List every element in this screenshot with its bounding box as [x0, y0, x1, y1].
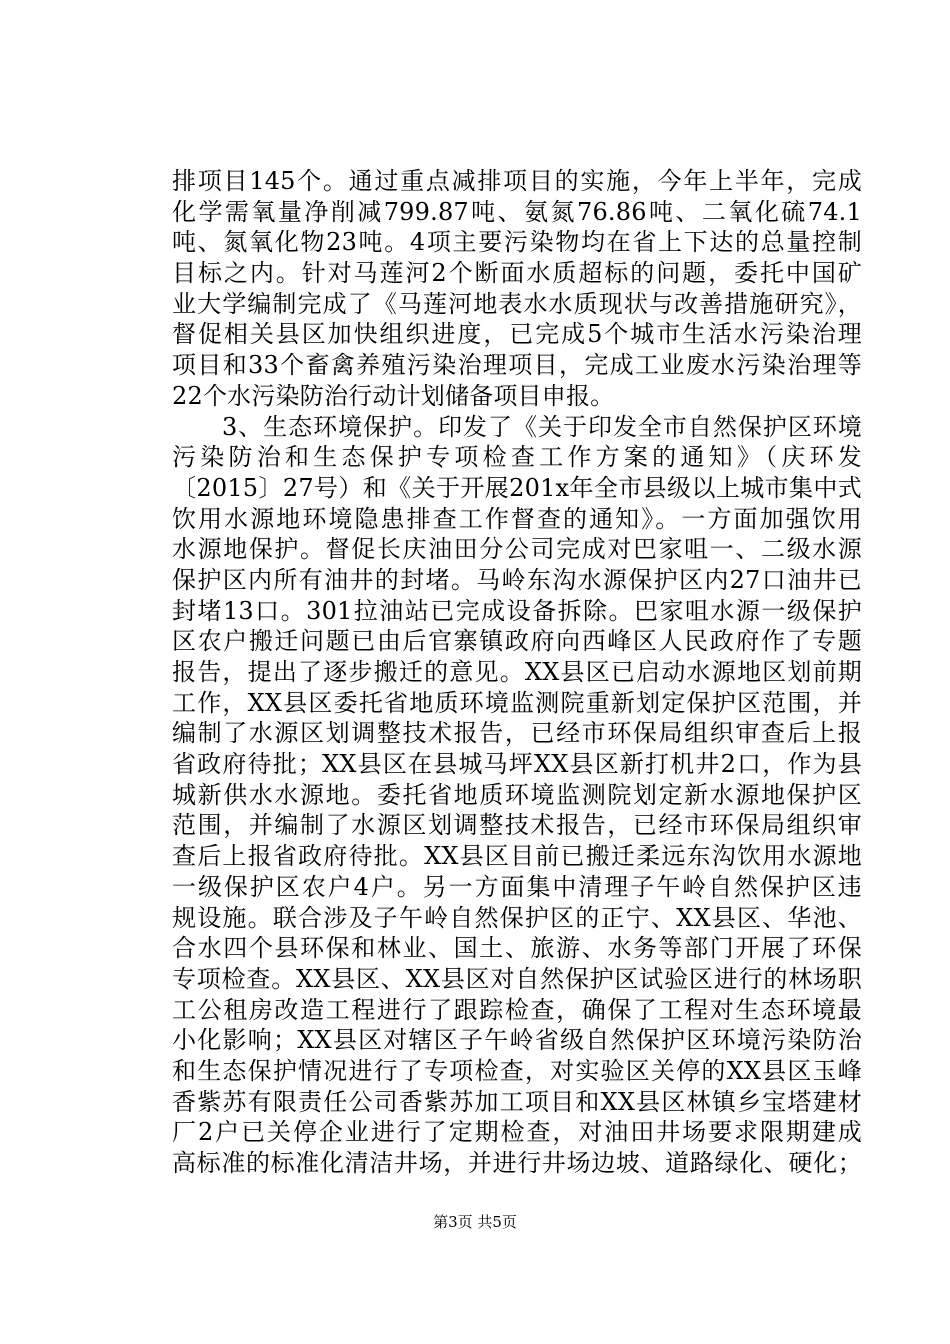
- text-line: 一级保护区农户4户。另一方面集中清理子午岭自然保护区违: [172, 872, 862, 901]
- document-body: [172, 166, 862, 1179]
- text-line: 3、生态环境保护。印发了《关于印发全市自然保护区环境: [172, 412, 862, 441]
- text-line: 吨、氮氧化物23吨。4项主要污染物均在省上下达的总量控制: [172, 228, 862, 257]
- text-line: 保护区内所有油井的封堵。马岭东沟水源保护区内27口油井已: [172, 565, 862, 594]
- text-line: 小化影响；XX县区对辖区子午岭省级自然保护区环境污染防治: [172, 1026, 862, 1055]
- text-line: 督促相关县区加快组织进度，已完成5个城市生活水污染治理: [172, 320, 862, 349]
- text-line: 区农户搬迁问题已由后官寨镇政府向西峰区人民政府作了专题: [172, 627, 862, 656]
- text-line: 工作，XX县区委托省地质环境监测院重新划定保护区范围，并: [172, 688, 862, 717]
- text-line: 封堵13口。301拉油站已完成设备拆除。巴家咀水源一级保护: [172, 596, 862, 625]
- text-line: 合水四个县环保和林业、国土、旅游、水务等部门开展了环保: [172, 934, 862, 963]
- text-line: 排项目145个。通过重点减排项目的实施，今年上半年，完成: [172, 167, 862, 195]
- text-line: 规设施。联合涉及子午岭自然保护区的正宁、XX县区、华池、: [172, 903, 862, 932]
- text-line: 编制了水源区划调整技术报告，已经市环保局组织审查后上报: [172, 719, 862, 748]
- text-line: 工公租房改造工程进行了跟踪检查，确保了工程对生态环境最: [172, 995, 862, 1024]
- page-number: 第3页 共5页: [433, 1213, 517, 1231]
- text-line: 化学需氧量净削减799.87吨、氨氮76.86吨、二氧化硫74.1: [172, 197, 862, 226]
- text-line: 香紫苏有限责任公司香紫苏加工项目和XX县区林镇乡宝塔建材: [172, 1087, 862, 1116]
- text-line: 水源地保护。督促长庆油田分公司完成对巴家咀一、二级水源: [172, 535, 862, 564]
- text-line: 污染防治和生态保护专项检查工作方案的通知》（庆环发: [172, 443, 862, 472]
- text-line: 查后上报省政府待批。XX县区目前已搬迁柔远东沟饮用水源地: [172, 842, 862, 871]
- page-footer: [0, 1212, 950, 1232]
- text-line: 项目和33个畜禽养殖污染治理项目，完成工业废水污染治理等: [172, 351, 862, 380]
- text-line: 省政府待批；XX县区在县城马坪XX县区新打机井2口，作为县: [172, 750, 862, 779]
- text-line: 〔2015〕27号）和《关于开展201x年全市县级以上城市集中式: [172, 473, 862, 502]
- text-line: 饮用水源地环境隐患排查工作督查的通知》。一方面加强饮用: [172, 504, 862, 533]
- text-line: 范围，并编制了水源区划调整技术报告，已经市环保局组织审: [172, 811, 862, 840]
- text-line: 报告，提出了逐步搬迁的意见。XX县区已启动水源地区划前期: [172, 658, 862, 686]
- text-line: 高标准的标准化清洁井场，并进行井场边坡、道路绿化、硬化；: [172, 1149, 862, 1177]
- text-line: 厂2户已关停企业进行了定期检查，对油田井场要求限期建成: [172, 1118, 862, 1147]
- text-line: 专项检查。XX县区、XX县区对自然保护区试验区进行的林场职: [172, 964, 862, 993]
- text-line: 城新供水水源地。委托省地质环境监测院划定新水源地保护区: [172, 780, 862, 809]
- text-line: 目标之内。针对马莲河2个断面水质超标的问题，委托中国矿: [172, 259, 862, 288]
- text-line: 和生态保护情况进行了专项检查，对实验区关停的XX县区玉峰: [172, 1056, 862, 1085]
- text-line: 22个水污染防治行动计划储备项目申报。: [172, 381, 615, 410]
- text-line: 业大学编制完成了《马莲河地表水水质现状与改善措施研究》，: [172, 289, 862, 318]
